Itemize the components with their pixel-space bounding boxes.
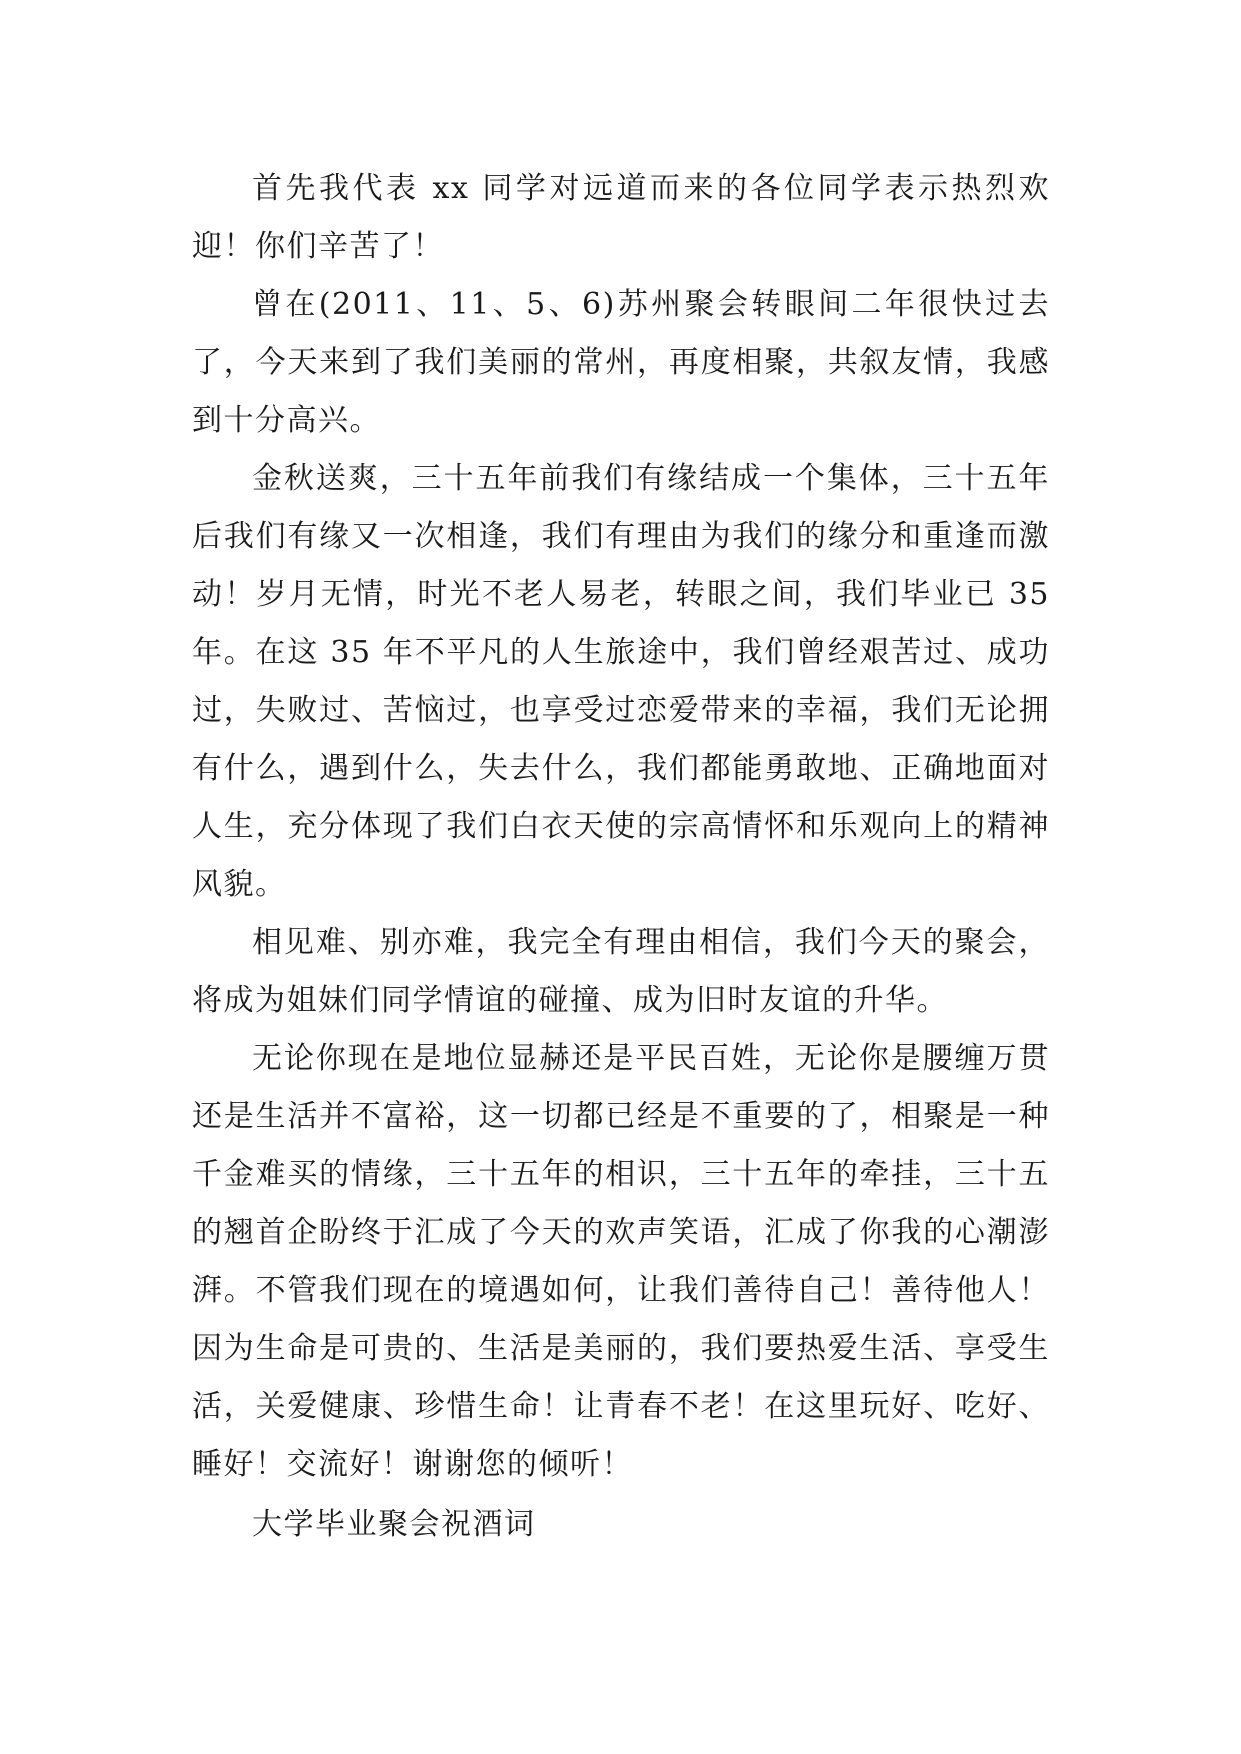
paragraph-suzhou-reunion: 曾在(2011、11、5、6)苏州聚会转眼间二年很快过去了，今天来到了我们美丽的常州，再度相聚，共叙友情，我感到十分高兴。	[192, 287, 1050, 438]
paragraph-thirty-five-years: 金秋送爽，三十五年前我们有缘结成一个集体，三十五年后我们有缘又一次相逢，我们有理由为我们的缘分和重逢而激动！岁月无情，时光不老人易老，转眼之间，我们毕业已 35 年。在这 35 年不平凡的人生旅途中，我们曾经艰苦过、成功过，失败过、苦恼过，也享受过恋爱带来的幸福，我们无论拥有什么，遇到什么，失去什么，我们都能勇敢地、正确地面对人生，充分体现了我们白衣天使的宗高情怀和乐观向上的精神风貌。	[192, 461, 1050, 902]
paragraph-friendship: 相见难、别亦难，我完全有理由相信，我们今天的聚会，将成为姐妹们同学情谊的碰撞、成为旧时友谊的升华。	[192, 925, 1050, 1018]
section-heading: 大学毕业聚会祝酒词	[252, 1507, 536, 1542]
document-body	[192, 160, 1050, 1554]
paragraph-welcome: 首先我代表 xx 同学对远道而来的各位同学表示热烈欢迎！你们辛苦了！	[192, 171, 1050, 264]
paragraph-closing: 无论你现在是地位显赫还是平民百姓，无论你是腰缠万贯还是生活并不富裕，这一切都已经是不重要的了，相聚是一种千金难买的情缘，三十五年的相识，三十五年的牵挂，三十五的翘首企盼终于汇成了今天的欢声笑语，汇成了你我的心潮澎湃。不管我们现在的境遇如何，让我们善待自己！善待他人！因为生命是可贵的、生活是美丽的，我们要热爱生活、享受生活，关爱健康、珍惜生命！让青春不老！在这里玩好、吃好、睡好！交流好！谢谢您的倾听！	[192, 1041, 1050, 1482]
